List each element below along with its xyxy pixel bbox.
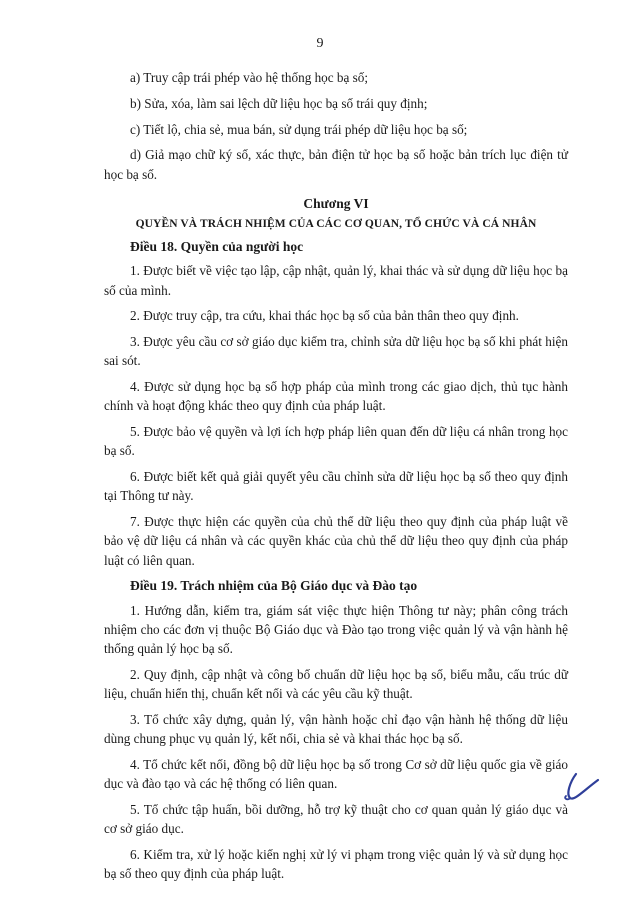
list-item: 2. Quy định, cập nhật và công bố chuẩn dữ liệu học bạ số, biểu mẫu, cấu trúc dữ liệu, chuẩn hiển thị, chuẩn kết nối và các yêu cầu kỹ thuật. xyxy=(104,666,568,702)
list-item: 5. Tổ chức tập huấn, bồi dưỡng, hỗ trợ kỹ thuật cho cơ quan quản lý giáo dục và cơ sở giáo dục. xyxy=(104,801,568,837)
list-item: c) Tiết lộ, chia sẻ, mua bán, sử dụng trái phép dữ liệu học bạ số; xyxy=(130,121,468,137)
chapter-label: Chương VI xyxy=(303,195,369,211)
list-item: 7. Được thực hiện các quyền của chủ thể dữ liệu theo quy định của pháp luật về bảo vệ dữ liệu cá nhân và các quyền khác của chủ thể dữ liệu theo quy định của pháp luật có liên quan. xyxy=(104,514,568,568)
list-item: 2. Được truy cập, tra cứu, khai thác học bạ số của bản thân theo quy định. xyxy=(130,308,519,324)
list-item: 3. Tổ chức xây dựng, quản lý, vận hành hoặc chỉ đạo vận hành hệ thống dữ liệu dùng chung phục vụ quản lý, kết nối, chia sẻ và khai thác học bạ số. xyxy=(104,711,568,747)
document-body xyxy=(104,68,568,890)
list-item: 1. Được biết về việc tạo lập, cập nhật, quản lý, khai thác và sử dụng dữ liệu học bạ số của mình. xyxy=(104,263,568,298)
list-item: 1. Hướng dẫn, kiểm tra, giám sát việc thực hiện Thông tư này; phân công trách nhiệm cho các đơn vị thuộc Bộ Giáo dục và Đào tạo trong việc quản lý và vận hành hệ thống quản lý học bạ số. xyxy=(104,602,568,657)
article-18-heading: Điều 18. Quyền của người học xyxy=(130,239,304,255)
list-item: 4. Tổ chức kết nối, đồng bộ dữ liệu học bạ số trong Cơ sở dữ liệu quốc gia về giáo dục và đào tạo và các hệ thống có liên quan. xyxy=(104,756,568,792)
article-19-heading: Điều 19. Trách nhiệm của Bộ Giáo dục và Đào tạo xyxy=(130,578,418,594)
list-item: 6. Kiểm tra, xử lý hoặc kiến nghị xử lý vi phạm trong việc quản lý và sử dụng học bạ số theo quy định của pháp luật. xyxy=(104,846,568,882)
list-item: 6. Được biết kết quả giải quyết yêu cầu chỉnh sửa dữ liệu học bạ số theo quy định tại Thông tư này. xyxy=(104,469,568,504)
list-item: 5. Được bảo vệ quyền và lợi ích hợp pháp liên quan đến dữ liệu cá nhân trong học bạ số. xyxy=(104,424,568,459)
list-item: a) Truy cập trái phép vào hệ thống học bạ số; xyxy=(130,70,369,85)
list-item: b) Sửa, xóa, làm sai lệch dữ liệu học bạ số trái quy định; xyxy=(130,95,428,111)
list-item: 4. Được sử dụng học bạ số hợp pháp của mình trong các giao dịch, thủ tục hành chính và hoạt động khác theo quy định của pháp luật. xyxy=(104,379,568,414)
list-item: 3. Được yêu cầu cơ sở giáo dục kiểm tra, chỉnh sửa dữ liệu học bạ số khi phát hiện sai sót. xyxy=(104,334,568,369)
list-item: d) Giả mạo chữ ký số, xác thực, bản điện tử học bạ số hoặc bản trích lục điện tử học bạ số. xyxy=(104,147,568,182)
initial-signature-icon xyxy=(560,768,604,808)
page-number: 9 xyxy=(316,36,324,51)
chapter-title: QUYỀN VÀ TRÁCH NHIỆM CỦA CÁC CƠ QUAN, TỔ CHỨC VÀ CÁ NHÂN xyxy=(135,218,537,230)
